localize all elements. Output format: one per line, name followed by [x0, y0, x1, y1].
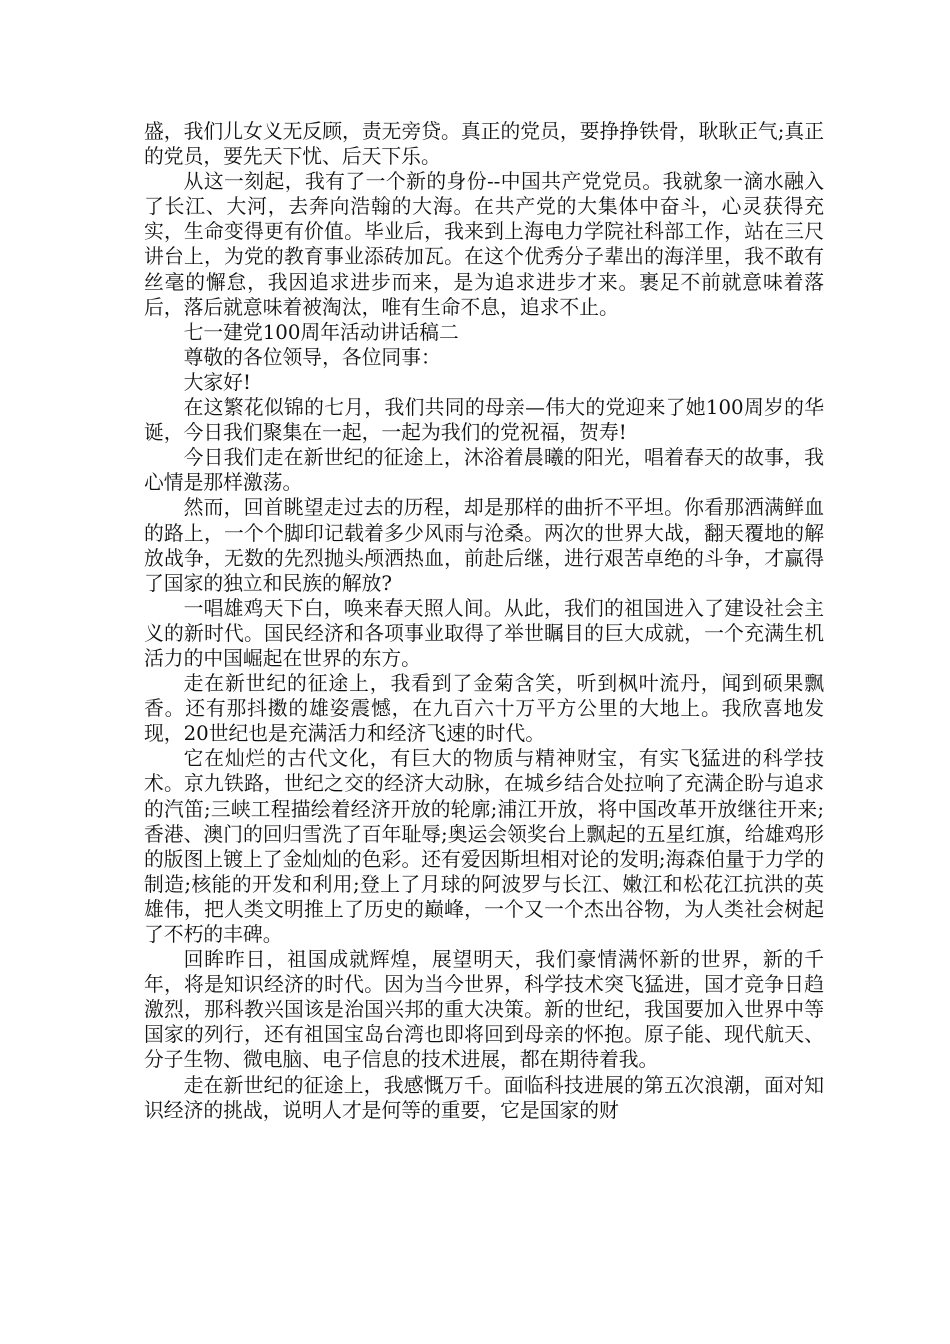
greeting: 大家好!: [183, 370, 251, 394]
paragraph-talent: 走在新世纪的征途上，我感慨万千。面临科技进展的第五次浪潮，面对知识经济的挑战，说明人才是何等的重要，它是国家的财: [144, 1073, 824, 1122]
salutation: 尊敬的各位领导，各位同事：: [183, 345, 441, 369]
paragraph-july: 在这繁花似锦的七月，我们共同的母亲—伟大的党迎来了她100周岁的华诞，今日我们聚集在一起，一起为我们的党祝福，贺寿!: [144, 396, 824, 445]
paragraph-continuation: 盛，我们儿女义无反顾，责无旁贷。真正的党员，要挣挣铁骨，耿耿正气;真正的党员，要先天下忧、后天下乐。: [144, 120, 824, 169]
document-page: [144, 119, 824, 1123]
paragraph-new-century: 今日我们走在新世纪的征途上，沐浴着晨曦的阳光，唱着春天的故事，我心情是那样激荡。: [144, 446, 824, 495]
paragraph-new-era: 一唱雄鸡天下白，唤来春天照人间。从此，我们的祖国进入了建设社会主义的新时代。国民经济和各项事业取得了举世瞩目的巨大成就，一个充满生机活力的中国崛起在世界的东方。: [144, 596, 824, 670]
paragraph-journey: 走在新世纪的征途上，我看到了金菊含笑，听到枫叶流丹，闻到硕果飘香。还有那抖擞的雄姿震憾，在九百六十万平方公里的大地上。我欣喜地发现，20世纪也是充满活力和经济飞速的时代。: [144, 672, 824, 746]
paragraph-culture: 它在灿烂的古代文化，有巨大的物质与精神财宝，有实飞猛进的科学技术。京九铁路，世纪之交的经济大动脉，在城乡结合处拉响了充满企盼与追求的汽笛;三峡工程描绘着经济开放的轮廓;浦江开放，将中国改革开放继往开来;香港、澳门的回归雪洗了百年耻辱;奥运会领奖台上飘起的五星红旗，给雄鸡形的版图上镀上了金灿灿的色彩。还有爱因斯坦相对论的发明;海森伯量于力学的制造;核能的开发和利用;登上了月球的阿波罗与长江、嫩江和松花江抗洪的英雄伟，把人类文明推上了历史的巅峰，一个又一个杰出谷物，为人类社会树起了不朽的丰碑。: [144, 747, 824, 946]
paragraph-new-identity: 从这一刻起，我有了一个新的身份--中国共产党党员。我就象一滴水融入了长江、大河，去奔向浩翰的大海。在共产党的大集体中奋斗，心灵获得充实，生命变得更有价值。毕业后，我来到上海电力学院社科部工作，站在三尺讲台上，为党的教育事业添砖加瓦。在这个优秀分子辈出的海洋里，我不敢有丝毫的懈怠，我因追求进步而来，是为追求进步才来。裹足不前就意味着落后，落后就意味着被淘汰，唯有生命不息，追求不止。: [144, 170, 824, 319]
section-title: 七一建党100周年活动讲话稿二: [183, 320, 459, 344]
paragraph-future: 回眸昨日，祖国成就辉煌，展望明天，我们豪情满怀新的世界，新的千年，将是知识经济的时代。因为当今世界，科学技术突飞猛进，国才竞争日趋激烈，那科教兴国该是治国兴邦的重大决策。新的世纪，我国要加入世界中等国家的列行，还有祖国宝岛台湾也即将回到母亲的怀抱。原子能、现代航天、分子生物、微电脑、电子信息的技术进展，都在期待着我。: [144, 948, 824, 1072]
paragraph-history: 然而，回首眺望走过去的历程，却是那样的曲折不平坦。你看那洒满鲜血的路上，一个个脚印记载着多少风雨与沧桑。两次的世界大战，翻天覆地的解放战争，无数的先烈抛头颅洒热血，前赴后继，进行艰苦卓绝的斗争，才赢得了国家的独立和民族的解放?: [144, 496, 824, 595]
